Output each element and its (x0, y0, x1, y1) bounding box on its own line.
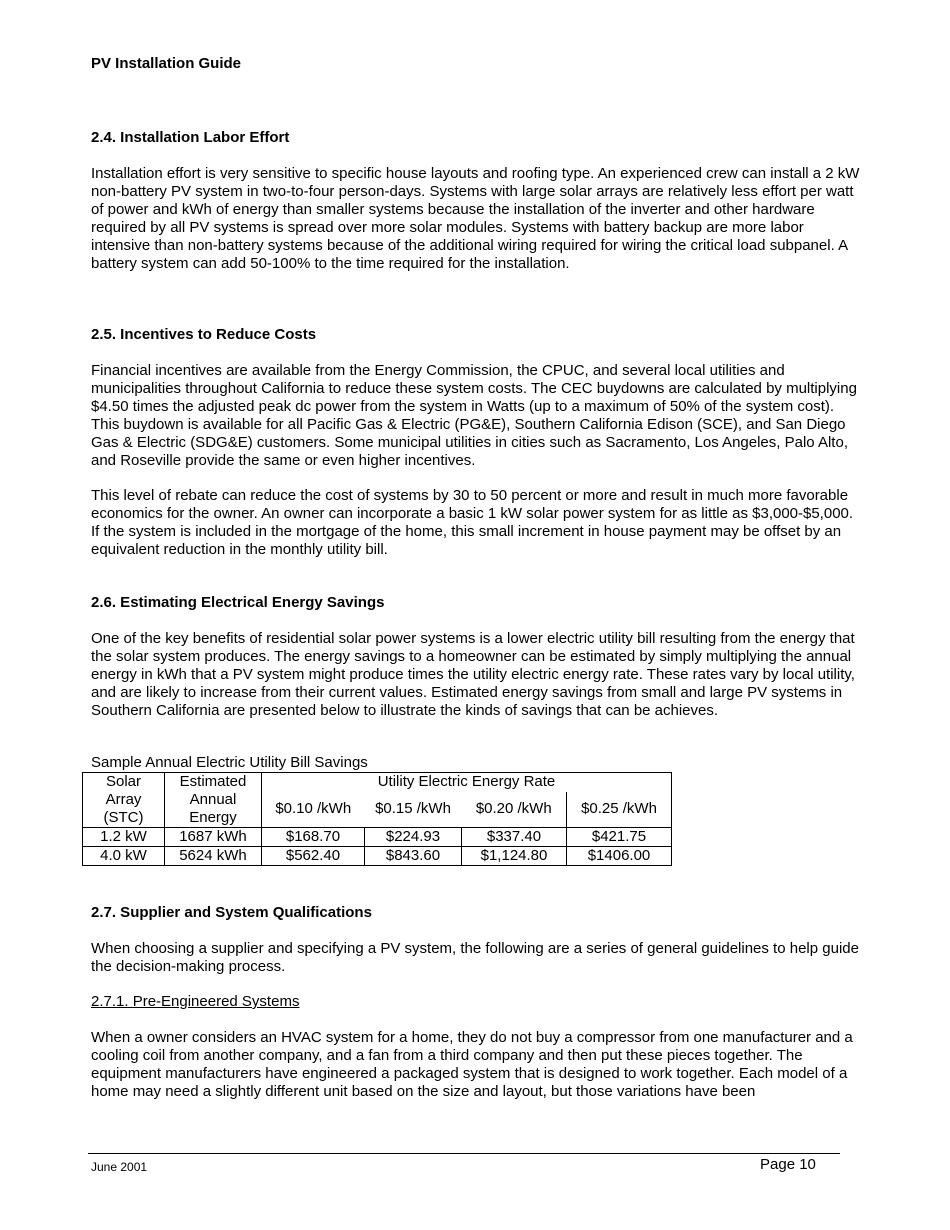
cell-array: 4.0 kW (83, 847, 165, 866)
cell-savings: $337.40 (462, 828, 567, 847)
cell-savings: $224.93 (365, 828, 462, 847)
rate-header: $0.15 /kWh (365, 792, 462, 828)
table-caption: Sample Annual Electric Utility Bill Savings (91, 754, 368, 771)
savings-table (82, 772, 672, 866)
section-2-5-body-2: This level of rebate can reduce the cost of systems by 30 to 50 percent or more and result in much more favorable economics for the owner. An owner can incorporate a basic 1 kW solar power system for as little as $3,000-$5,000. If the system is included in the mortgage of the home, this small increment in house payment may be offset by an equivalent reduction in the monthly utility bill. (91, 487, 854, 558)
section-2-4-body: Installation effort is very sensitive to specific house layouts and roofing type. An experienced crew can install a 2 kW non-battery PV system in two-to-four person-days. Systems with large solar arrays are relatively less effort per watt of power and kWh of energy than smaller systems because the installation of the inverter and other hardware required by all PV systems is spread over more solar modules. Systems with battery backup are more labor intensive than non-battery systems because of the additional wiring required for wiring the critical load subpanel. A battery system can add 50-100% to the time required for the installation. (91, 165, 860, 272)
footer-divider (88, 1153, 840, 1154)
footer-date: June 2001 (91, 1160, 148, 1174)
cell-savings: $168.70 (262, 828, 365, 847)
section-2-6-body: One of the key benefits of residential solar power systems is a lower electric utility bill resulting from the energy that the solar system produces. The energy savings to a homeowner can be estimated by simply multiplying the annual energy in kWh that a PV system might produce times the utility electric energy rate. These rates vary by local utility, and are likely to increase from their current values. Estimated energy savings from small and large PV systems in Southern California are presented below to illustrate the kinds of savings that can be achieves. (91, 630, 855, 719)
section-2-7-title: 2.7. Supplier and System Qualifications (91, 904, 372, 921)
cell-savings: $562.40 (262, 847, 365, 866)
rate-header: $0.25 /kWh (567, 792, 672, 828)
subsection-2-7-1-body: When a owner considers an HVAC system for a home, they do not buy a compressor from one manufacturer and a cooling coil from another company, and a fan from a third company and then put these pieces together. The equipment manufacturers have engineered a packaged system that is designed to work together. Each model of a home may need a slightly different unit based on the size and layout, but those variations have been (91, 1029, 853, 1100)
section-2-4-title: 2.4. Installation Labor Effort (91, 129, 290, 146)
cell-energy: 1687 kWh (165, 828, 262, 847)
rate-header: $0.20 /kWh (462, 792, 567, 828)
col-header-array: Solar Array (STC) (83, 773, 165, 828)
table-row (83, 828, 672, 847)
footer-page-number: Page 10 (760, 1156, 816, 1173)
section-2-5-title: 2.5. Incentives to Reduce Costs (91, 326, 317, 343)
cell-savings: $1,124.80 (462, 847, 567, 866)
col-header-energy: Estimated Annual Energy (165, 773, 262, 828)
cell-energy: 5624 kWh (165, 847, 262, 866)
subsection-2-7-1-title: 2.7.1. Pre-Engineered Systems (91, 993, 300, 1010)
section-2-5-body-1: Financial incentives are available from the Energy Commission, the CPUC, and several local utilities and municipalities throughout California to reduce these system costs. The CEC buydowns are calculated by multiplying $4.50 times the adjusted peak dc power from the system in Watts (up to a maximum of 50% of the system cost). This buydown is available for all Pacific Gas & Electric (PG&E), Southern California Edison (SCE), and San Diego Gas & Electric (SDG&E) customers. Some municipal utilities in cities such as Sacramento, Los Angeles, Palo Alto, and Roseville provide the same or even higher incentives. (91, 362, 857, 469)
rate-header: $0.10 /kWh (262, 792, 365, 828)
cell-array: 1.2 kW (83, 828, 165, 847)
section-2-6-title: 2.6. Estimating Electrical Energy Savings (91, 594, 385, 611)
cell-savings: $421.75 (567, 828, 672, 847)
rate-group-header: Utility Electric Energy Rate (262, 773, 672, 792)
section-2-7-body: When choosing a supplier and specifying a PV system, the following are a series of general guidelines to help guide the decision-making process. (91, 940, 859, 975)
cell-savings: $1406.00 (567, 847, 672, 866)
cell-savings: $843.60 (365, 847, 462, 866)
document-header: PV Installation Guide (91, 55, 242, 72)
table-row (83, 847, 672, 866)
